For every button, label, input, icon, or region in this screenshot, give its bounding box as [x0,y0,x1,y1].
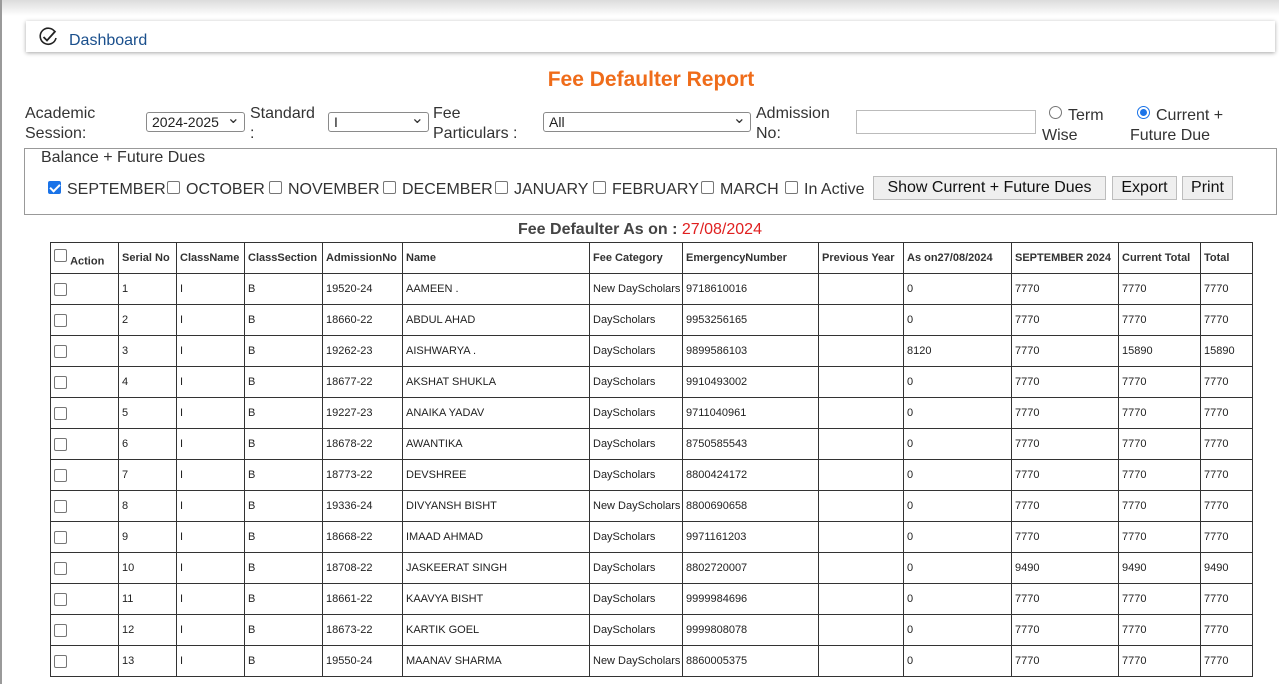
cell-admission-no: 18708-22 [323,553,403,584]
cell-admission-no: 18668-22 [323,522,403,553]
month-checkbox-february[interactable] [593,181,606,194]
cell-emergency-number: 8800424172 [683,460,819,491]
cell-class-name: I [177,367,245,398]
cell-name: KAAVYA BISHT [403,584,590,615]
cell-name: AKSHAT SHUKLA [403,367,590,398]
header-as-on-date: As on27/08/2024 [904,243,1012,274]
table-row [51,305,1253,336]
row-action-cell [51,553,119,584]
cell-name: DIVYANSH BISHT [403,491,590,522]
cell-as-on-amount: 0 [904,646,1012,677]
cell-emergency-number: 9711040961 [683,398,819,429]
print-button[interactable]: Print [1182,176,1233,200]
header-emergency-number: EmergencyNumber [683,243,819,274]
row-action-cell [51,491,119,522]
cell-admission-no: 18661-22 [323,584,403,615]
academic-session-select[interactable]: 2024-2025 ⌄ [146,112,245,132]
cell-name: AWANTIKA [403,429,590,460]
month-checkbox-march[interactable] [701,181,714,194]
select-all-checkbox[interactable] [54,249,67,262]
row-select-checkbox[interactable] [54,531,67,544]
cell-previous-year [819,336,904,367]
cell-emergency-number: 8860005375 [683,646,819,677]
cell-admission-no: 19520-24 [323,274,403,305]
cell-admission-no: 18773-22 [323,460,403,491]
cell-previous-year [819,429,904,460]
cell-name: IMAAD AHMAD [403,522,590,553]
cell-previous-year [819,615,904,646]
cell-serial-no: 7 [119,460,177,491]
cell-class-name: I [177,305,245,336]
row-action-cell [51,646,119,677]
cell-previous-year [819,522,904,553]
cell-class-section: B [245,367,323,398]
row-action-cell [51,615,119,646]
row-select-checkbox[interactable] [54,655,67,668]
cell-fee-category: DayScholars [590,336,683,367]
cell-admission-no: 18673-22 [323,615,403,646]
month-checkbox-january[interactable] [495,181,508,194]
cell-class-name: I [177,491,245,522]
cell-fee-category: DayScholars [590,615,683,646]
cell-as-on-amount: 0 [904,305,1012,336]
academic-session-label: Academic Session: [25,105,96,142]
cell-fee-category: DayScholars [590,553,683,584]
cell-as-on-amount: 0 [904,398,1012,429]
cell-class-section: B [245,522,323,553]
cell-serial-no: 9 [119,522,177,553]
cell-total: 7770 [1201,522,1253,553]
table-row [51,522,1253,553]
table-row [51,336,1253,367]
cell-as-on-amount: 0 [904,367,1012,398]
cell-total: 7770 [1201,429,1253,460]
row-action-cell [51,460,119,491]
row-select-checkbox[interactable] [54,283,67,296]
term-wise-label: Term Wise [1042,107,1104,144]
cell-serial-no: 4 [119,367,177,398]
row-select-checkbox[interactable] [54,562,67,575]
cell-september-amount: 7770 [1012,305,1119,336]
row-select-checkbox[interactable] [54,469,67,482]
header-previous-year: Previous Year [819,243,904,274]
cell-total: 7770 [1201,367,1253,398]
cell-emergency-number: 9971161203 [683,522,819,553]
cell-september-amount: 9490 [1012,553,1119,584]
cell-total: 7770 [1201,305,1253,336]
cell-emergency-number: 9899586103 [683,336,819,367]
cell-current-total: 7770 [1119,491,1201,522]
month-checkbox-october[interactable] [167,181,180,194]
cell-class-name: I [177,336,245,367]
in-active-checkbox[interactable] [785,181,798,194]
dashboard-bar [26,21,1275,52]
row-select-checkbox[interactable] [54,314,67,327]
cell-as-on-amount: 0 [904,615,1012,646]
month-label-december: DECEMBER [402,181,493,198]
cell-fee-category: DayScholars [590,305,683,336]
month-label-march: MARCH [720,181,779,198]
cell-admission-no: 18660-22 [323,305,403,336]
cell-september-amount: 7770 [1012,336,1119,367]
table-row [51,398,1253,429]
cell-name: ANAIKA YADAV [403,398,590,429]
month-label-february: FEBRUARY [612,181,699,198]
cell-previous-year [819,398,904,429]
cell-serial-no: 12 [119,615,177,646]
cell-current-total: 15890 [1119,336,1201,367]
month-checkbox-december[interactable] [383,181,396,194]
cell-september-amount: 7770 [1012,584,1119,615]
cell-as-on-amount: 8120 [904,336,1012,367]
row-action-cell [51,429,119,460]
cell-name: DEVSHREE [403,460,590,491]
cell-admission-no: 19550-24 [323,646,403,677]
cell-emergency-number: 8802720007 [683,553,819,584]
cell-name: MAANAV SHARMA [403,646,590,677]
balance-legend: Balance + Future Dues [38,149,208,167]
cell-admission-no: 18677-22 [323,367,403,398]
table-row [51,274,1253,305]
cell-previous-year [819,584,904,615]
cell-total: 7770 [1201,460,1253,491]
row-action-cell [51,522,119,553]
header-name: Name [403,243,590,274]
top-shade [0,0,1279,16]
cell-name: AISHWARYA . [403,336,590,367]
admission-no-input[interactable] [856,110,1036,134]
cell-admission-no: 19336-24 [323,491,403,522]
cell-class-section: B [245,646,323,677]
cell-current-total: 7770 [1119,615,1201,646]
row-action-cell [51,305,119,336]
chevron-down-icon: ⌄ [732,110,746,127]
cell-class-name: I [177,398,245,429]
header-class-section: ClassSection [245,243,323,274]
cell-current-total: 7770 [1119,584,1201,615]
cell-fee-category: DayScholars [590,398,683,429]
cell-total: 15890 [1201,336,1253,367]
table-row [51,553,1253,584]
cell-class-section: B [245,491,323,522]
cell-class-section: B [245,274,323,305]
cell-current-total: 7770 [1119,398,1201,429]
cell-september-amount: 7770 [1012,429,1119,460]
in-active-label: In Active [804,181,865,198]
cell-current-total: 7770 [1119,305,1201,336]
cell-serial-no: 13 [119,646,177,677]
cell-fee-category: New DayScholars [590,274,683,305]
cell-class-section: B [245,553,323,584]
cell-class-name: I [177,460,245,491]
header-fee-category: Fee Category [590,243,683,274]
cell-emergency-number: 9910493002 [683,367,819,398]
header-admission-no: AdmissionNo [323,243,403,274]
row-select-checkbox[interactable] [54,345,67,358]
cell-total: 7770 [1201,584,1253,615]
fee-particulars-label: Fee Particulars : [433,105,518,142]
table-body [51,274,1253,677]
cell-september-amount: 7770 [1012,274,1119,305]
cell-as-on-amount: 0 [904,553,1012,584]
cell-name: ABDUL AHAD [403,305,590,336]
cell-current-total: 9490 [1119,553,1201,584]
standard-select[interactable]: I ⌄ [328,112,429,132]
row-action-cell [51,274,119,305]
cell-as-on-amount: 0 [904,429,1012,460]
cell-fee-category: New DayScholars [590,646,683,677]
header-current-total: Current Total [1119,243,1201,274]
dashboard-link[interactable]: Dashboard [69,32,148,49]
cell-class-section: B [245,460,323,491]
cell-september-amount: 7770 [1012,491,1119,522]
cell-total: 7770 [1201,398,1253,429]
table-row [51,491,1253,522]
chevron-down-icon: ⌄ [410,110,424,127]
month-checkbox-september[interactable] [48,181,61,194]
cell-september-amount: 7770 [1012,522,1119,553]
header-total: Total [1201,243,1253,274]
cell-class-section: B [245,584,323,615]
cell-emergency-number: 9999808078 [683,615,819,646]
export-button[interactable]: Export [1112,176,1177,200]
cell-previous-year [819,367,904,398]
cell-current-total: 7770 [1119,646,1201,677]
cell-emergency-number: 9953256165 [683,305,819,336]
cell-class-section: B [245,615,323,646]
fee-defaulter-table [50,242,1253,677]
cell-admission-no: 18678-22 [323,429,403,460]
row-action-cell [51,336,119,367]
cell-as-on-amount: 0 [904,522,1012,553]
month-checkbox-november[interactable] [269,181,282,194]
page-title: Fee Defaulter Report [547,68,755,91]
cell-fee-category: New DayScholars [590,491,683,522]
cell-serial-no: 6 [119,429,177,460]
cell-class-section: B [245,398,323,429]
cell-class-name: I [177,522,245,553]
cell-current-total: 7770 [1119,367,1201,398]
cell-total: 7770 [1201,615,1253,646]
cell-emergency-number: 8750585543 [683,429,819,460]
show-current-future-dues-button[interactable]: Show Current + Future Dues [873,176,1106,200]
cell-previous-year [819,460,904,491]
cell-class-section: B [245,336,323,367]
cell-admission-no: 19227-23 [323,398,403,429]
as-on-date: 27/08/2024 [681,221,762,238]
header-serial-no: Serial No [119,243,177,274]
row-select-checkbox[interactable] [54,624,67,637]
cell-emergency-number: 9718610016 [683,274,819,305]
table-row [51,584,1253,615]
cell-total: 7770 [1201,646,1253,677]
row-select-checkbox[interactable] [54,593,67,606]
cell-previous-year [819,553,904,584]
cell-fee-category: DayScholars [590,367,683,398]
admission-no-label: Admission No: [756,105,830,142]
cell-fee-category: DayScholars [590,460,683,491]
table-row [51,367,1253,398]
cell-class-name: I [177,429,245,460]
cell-emergency-number: 9999984696 [683,584,819,615]
cell-name: JASKEERAT SINGH [403,553,590,584]
row-action-cell [51,584,119,615]
cell-september-amount: 7770 [1012,367,1119,398]
cell-total: 7770 [1201,491,1253,522]
table-row [51,615,1253,646]
row-select-checkbox[interactable] [54,500,67,513]
row-action-cell [51,367,119,398]
table-row [51,460,1253,491]
cell-class-section: B [245,429,323,460]
cell-fee-category: DayScholars [590,429,683,460]
current-future-due-label: Current + Future Due [1130,107,1224,144]
standard-label: Standard : [250,105,315,142]
cell-current-total: 7770 [1119,460,1201,491]
table-row [51,429,1253,460]
table-row [51,646,1253,677]
row-select-checkbox[interactable] [54,407,67,420]
cell-serial-no: 2 [119,305,177,336]
defaulter-as-on [518,221,762,239]
row-select-checkbox[interactable] [54,376,67,389]
cell-emergency-number: 8800690658 [683,491,819,522]
cell-class-name: I [177,274,245,305]
cell-class-name: I [177,615,245,646]
cell-september-amount: 7770 [1012,460,1119,491]
month-label-september: SEPTEMBER [67,181,166,198]
table-header-row [51,243,1253,274]
cell-serial-no: 11 [119,584,177,615]
cell-serial-no: 8 [119,491,177,522]
cell-serial-no: 1 [119,274,177,305]
cell-total: 9490 [1201,553,1253,584]
cell-september-amount: 7770 [1012,398,1119,429]
cell-name: KARTIK GOEL [403,615,590,646]
cell-serial-no: 10 [119,553,177,584]
cell-previous-year [819,274,904,305]
cell-name: AAMEEN . [403,274,590,305]
cell-previous-year [819,646,904,677]
cell-class-section: B [245,305,323,336]
left-border [0,0,2,684]
month-label-january: JANUARY [514,181,589,198]
fee-particulars-select[interactable]: All ⌄ [543,112,751,132]
cell-previous-year [819,305,904,336]
month-label-november: NOVEMBER [288,181,380,198]
cell-current-total: 7770 [1119,429,1201,460]
cell-serial-no: 5 [119,398,177,429]
cell-september-amount: 7770 [1012,615,1119,646]
month-label-october: OCTOBER [186,181,265,198]
cell-class-name: I [177,553,245,584]
cell-current-total: 7770 [1119,522,1201,553]
cell-class-name: I [177,584,245,615]
cell-total: 7770 [1201,274,1253,305]
header-september: SEPTEMBER 2024 [1012,243,1119,274]
cell-serial-no: 3 [119,336,177,367]
cell-fee-category: DayScholars [590,584,683,615]
cell-admission-no: 19262-23 [323,336,403,367]
row-select-checkbox[interactable] [54,438,67,451]
row-action-cell [51,398,119,429]
header-class-name: ClassName [177,243,245,274]
header-action: Action [51,243,119,274]
cell-as-on-amount: 0 [904,274,1012,305]
check-circle-icon [37,26,59,48]
chevron-down-icon: ⌄ [226,110,240,127]
as-on-label: Fee Defaulter As on : [518,221,678,238]
cell-as-on-amount: 0 [904,584,1012,615]
cell-september-amount: 7770 [1012,646,1119,677]
cell-fee-category: DayScholars [590,522,683,553]
cell-class-name: I [177,646,245,677]
cell-as-on-amount: 0 [904,460,1012,491]
cell-current-total: 7770 [1119,274,1201,305]
cell-previous-year [819,491,904,522]
cell-as-on-amount: 0 [904,491,1012,522]
